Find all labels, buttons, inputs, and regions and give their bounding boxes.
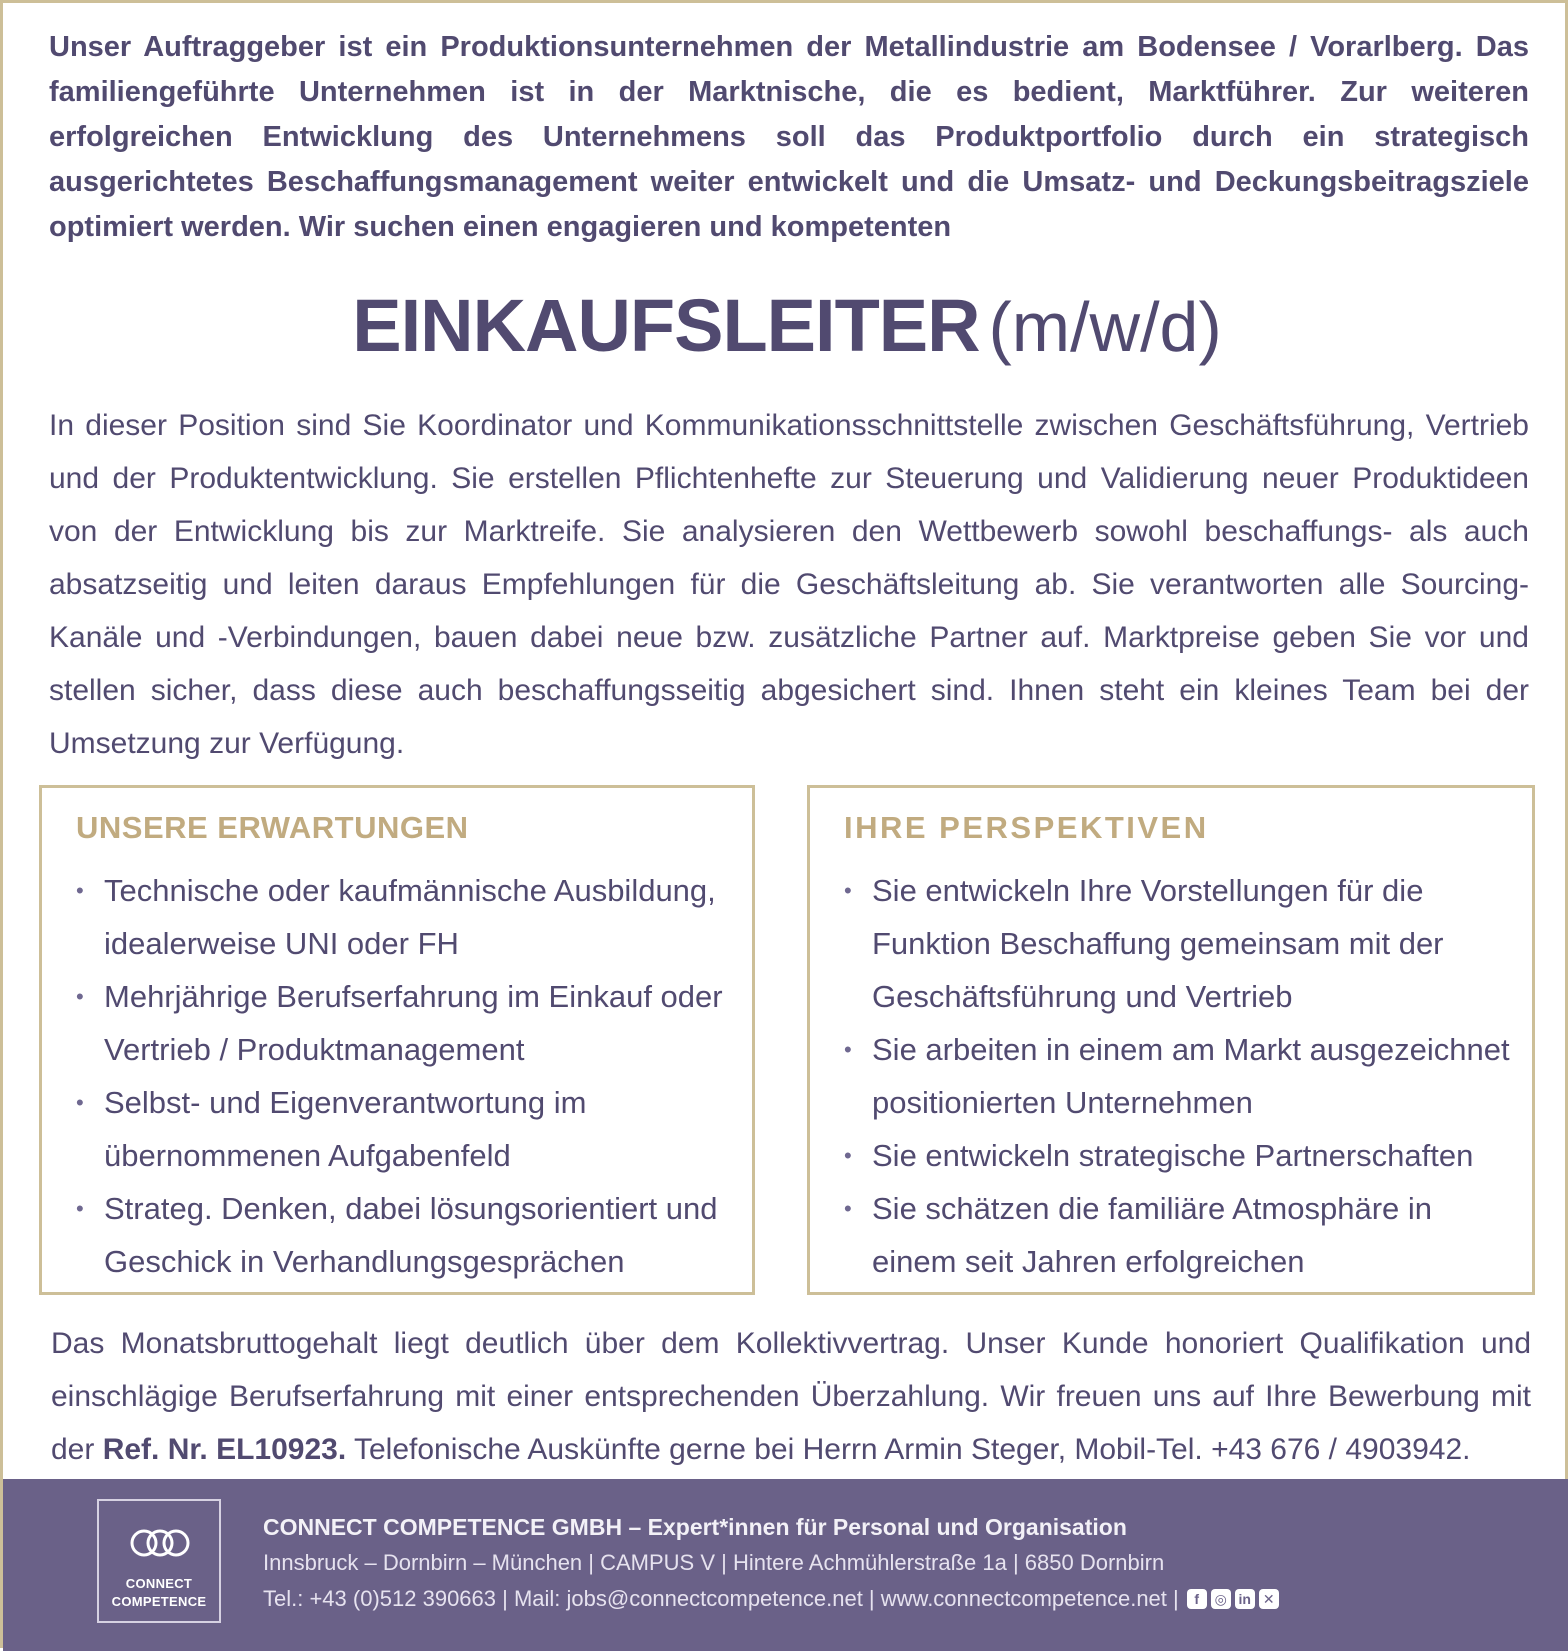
expectations-heading: UNSERE ERWARTUNGEN (76, 810, 469, 845)
perspectives-list (844, 864, 1522, 1288)
list-item: • Sie arbeiten in einem am Markt ausgezeichnet positionierten Unternehmen (844, 1023, 1522, 1129)
job-title (3, 271, 1568, 395)
job-title-suffix: (m/w/d) (988, 288, 1222, 366)
closing-text-1: Das Monatsbruttogehalt liegt deutlich über dem Kollektivvertrag. Unser Kunde honoriert Qualifikation und einschlägige Berufserfahrung mit einer entsprechenden Überzahlung. Wir freuen uns auf Ihre Bewerbung mit der (51, 1327, 1531, 1466)
perspectives-heading: IHRE PERSPEKTIVEN (844, 810, 1209, 845)
company-logo (97, 1499, 221, 1623)
list-item: • Selbst- und Eigenverantwortung im übernommenen Aufgabenfeld (76, 1076, 742, 1182)
intro-paragraph: Unser Auftraggeber ist ein Produktionsunternehmen der Metallindustrie am Bodensee / Vorarlberg. Das familiengeführte Unternehmen ist in der Marktnische, die es bedient, Marktführer. Zur weiteren erfolgreichen Entwicklung des Unternehmens soll das Produktportfolio durch ein strategisch ausgerichtetes Beschaffungsmanagement weiter entwickelt und die Umsatz- und Deckungsbeitragsziele optimiert werden. Wir suchen einen engagieren und kompetenten (49, 31, 1529, 243)
perspectives-box (807, 785, 1535, 1295)
xing-icon[interactable]: ✕ (1259, 1589, 1279, 1609)
address-line: Innsbruck – Dornbirn – München | CAMPUS V | Hintere Achmühlerstraße 1a | 6850 Dornbirn (263, 1550, 1165, 1575)
footer (3, 1479, 1568, 1651)
list-item: • Sie entwickeln Ihre Vorstellungen für die Funktion Beschaffung gemeinsam mit der Geschäftsführung und Vertrieb (844, 864, 1522, 1023)
list-item: • Mehrjährige Berufserfahrung im Einkauf oder Vertrieb / Produktmanagement (76, 970, 742, 1076)
position-description: In dieser Position sind Sie Koordinator und Kommunikationsschnittstelle zwischen Geschäftsführung, Vertrieb und der Produktentwicklung. Sie erstellen Pflichtenhefte zur Steuerung und Validierung neuer Produktideen von der Entwicklung bis zur Marktreife. Sie analysieren den Wettbewerb sowohl beschaffungs- als auch absatzseitig und leiten daraus Empfehlungen für die Geschäftsleitung ab. Sie verantworten alle Sourcing-Kanäle und -Verbindungen, bauen dabei neue bzw. zusätzliche Partner auf. Marktpreise geben Sie vor und stellen sicher, dass diese auch beschaffungsseitig abgesichert sind. Ihnen steht ein kleines Team bei der Umsetzung zur Verfügung. (49, 409, 1529, 760)
logo-line-2: COMPETENCE (111, 1594, 207, 1609)
closing-text-2: Telefonische Auskünfte gerne bei Herrn Armin Steger, Mobil-Tel. +43 676 / 4903942. (346, 1433, 1471, 1466)
logo-rings-icon (127, 1523, 193, 1563)
reference-number: Ref. Nr. EL10923. (102, 1433, 347, 1466)
list-item: • Sie entwickeln strategische Partnerschaften (844, 1129, 1522, 1182)
expectations-list (76, 864, 742, 1288)
social-icons (1187, 1589, 1279, 1609)
logo-text (99, 1575, 219, 1611)
linkedin-icon[interactable]: in (1235, 1589, 1255, 1609)
facebook-icon[interactable]: f (1187, 1589, 1207, 1609)
logo-line-1: CONNECT (125, 1576, 193, 1591)
footer-contact-block (263, 1509, 1523, 1617)
expectations-box (39, 785, 755, 1295)
list-item: • Sie schätzen die familiäre Atmosphäre in einem seit Jahren erfolgreichen (844, 1182, 1522, 1288)
list-item: • Technische oder kaufmännische Ausbildung, idealerweise UNI oder FH (76, 864, 742, 970)
job-title-main: EINKAUFSLEITER (352, 284, 980, 367)
instagram-icon[interactable]: ◎ (1211, 1589, 1231, 1609)
company-line: CONNECT COMPETENCE GMBH – Expert*innen für Personal und Organisation (263, 1514, 1127, 1540)
list-item: • Strateg. Denken, dabei lösungsorientiert und Geschick in Verhandlungsgesprächen (76, 1182, 742, 1288)
closing-paragraph (51, 1317, 1531, 1476)
contact-line (263, 1581, 1523, 1617)
contact-text[interactable]: Tel.: +43 (0)512 390663 | Mail: jobs@connectcompetence.net | www.connectcompetence.net | (263, 1586, 1179, 1611)
